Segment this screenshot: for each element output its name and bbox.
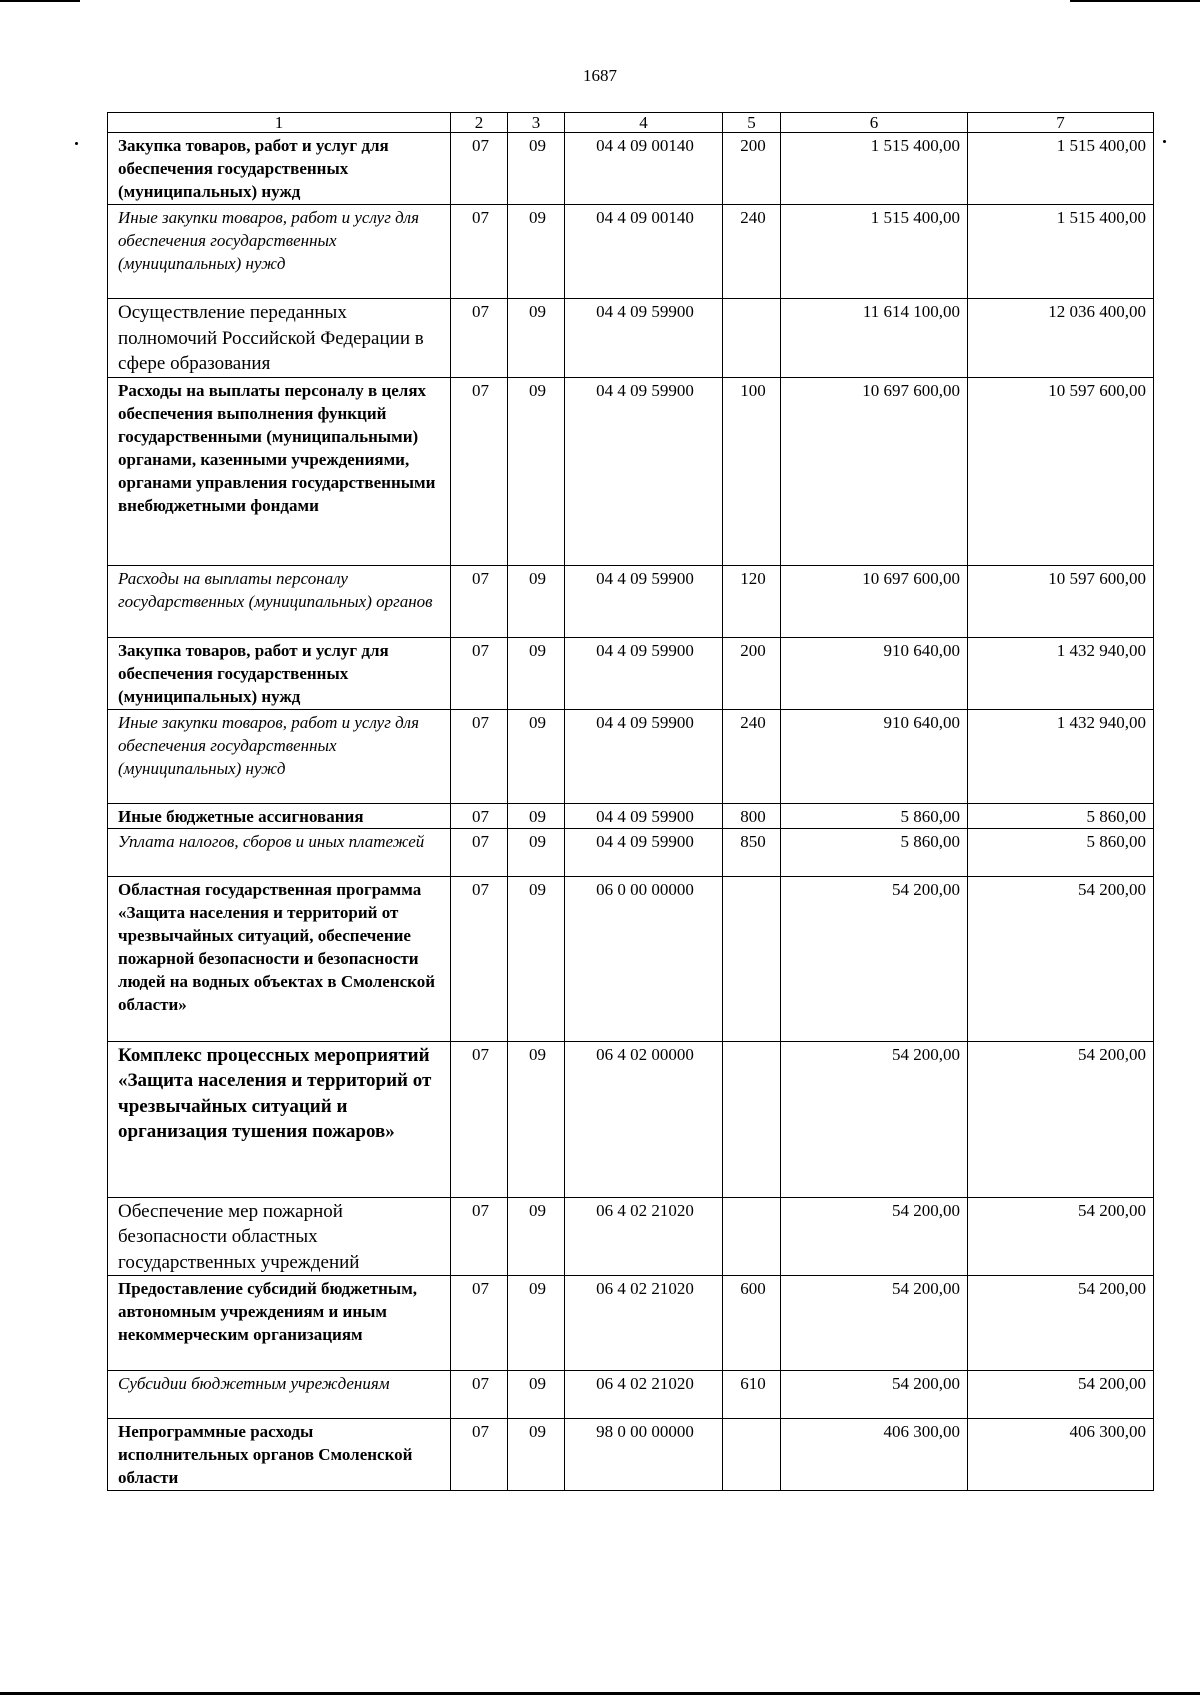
- row-description: Расходы на выплаты персоналу государственных (муниципальных) органов: [108, 565, 451, 637]
- table-row: [108, 828, 1154, 876]
- row-subsection-code: 09: [508, 1276, 565, 1371]
- row-target-article-code: 04 4 09 59900: [565, 377, 723, 565]
- row-description: Обеспечение мер пожарной безопасности областных государственных учреждений: [108, 1197, 451, 1276]
- row-subsection-code: 09: [508, 1371, 565, 1419]
- table-row: [108, 1041, 1154, 1197]
- table-row: [108, 876, 1154, 1041]
- row-description: Иные бюджетные ассигнования: [108, 803, 451, 828]
- header-col-1: 1: [108, 113, 451, 133]
- table-row: [108, 803, 1154, 828]
- header-col-3: 3: [508, 113, 565, 133]
- row-section-code: 07: [451, 565, 508, 637]
- row-amount-col6: 5 860,00: [781, 803, 968, 828]
- table-row: [108, 709, 1154, 803]
- row-section-code: 07: [451, 133, 508, 205]
- row-amount-col7: 10 597 600,00: [968, 565, 1154, 637]
- row-section-code: 07: [451, 828, 508, 876]
- table-row: [108, 299, 1154, 378]
- row-amount-col7: 54 200,00: [968, 1041, 1154, 1197]
- row-expense-type-code: 240: [723, 709, 781, 803]
- row-subsection-code: 09: [508, 133, 565, 205]
- table-row: [108, 133, 1154, 205]
- row-expense-type-code: [723, 1041, 781, 1197]
- row-description: Комплекс процессных мероприятий «Защита населения и территорий от чрезвычайных ситуаций и организация тушения пожаров»: [108, 1041, 451, 1197]
- row-section-code: 07: [451, 1041, 508, 1197]
- row-amount-col7: 5 860,00: [968, 828, 1154, 876]
- row-subsection-code: 09: [508, 637, 565, 709]
- row-description: Осуществление переданных полномочий Российской Федерации в сфере образования: [108, 299, 451, 378]
- row-expense-type-code: 120: [723, 565, 781, 637]
- row-section-code: 07: [451, 1197, 508, 1276]
- table-row: [108, 1419, 1154, 1491]
- row-description: Уплата налогов, сборов и иных платежей: [108, 828, 451, 876]
- row-amount-col7: 54 200,00: [968, 876, 1154, 1041]
- table-row: [108, 377, 1154, 565]
- row-description: Предоставление субсидий бюджетным, автономным учреждениям и иным некоммерческим организациям: [108, 1276, 451, 1371]
- row-section-code: 07: [451, 1276, 508, 1371]
- row-description: Областная государственная программа «Защита населения и территорий от чрезвычайных ситуаций, обеспечение пожарной безопасности и безопасности людей на водных объектах в Смоленской области»: [108, 876, 451, 1041]
- row-amount-col6: 10 697 600,00: [781, 377, 968, 565]
- table-row: [108, 1197, 1154, 1276]
- row-expense-type-code: 240: [723, 205, 781, 299]
- row-section-code: 07: [451, 205, 508, 299]
- row-amount-col6: 54 200,00: [781, 1276, 968, 1371]
- row-amount-col6: 54 200,00: [781, 1371, 968, 1419]
- row-description: Субсидии бюджетным учреждениям: [108, 1371, 451, 1419]
- row-expense-type-code: [723, 1197, 781, 1276]
- row-expense-type-code: 850: [723, 828, 781, 876]
- header-col-4: 4: [565, 113, 723, 133]
- row-expense-type-code: 610: [723, 1371, 781, 1419]
- row-description: Расходы на выплаты персоналу в целях обеспечения выполнения функций государственными (муниципальными) органами, казенными учреждениями, органами управления государственными внебюджетными фондами: [108, 377, 451, 565]
- row-amount-col6: 54 200,00: [781, 1041, 968, 1197]
- row-target-article-code: 06 4 02 21020: [565, 1197, 723, 1276]
- row-expense-type-code: [723, 1419, 781, 1491]
- row-amount-col7: 5 860,00: [968, 803, 1154, 828]
- header-col-2: 2: [451, 113, 508, 133]
- scan-speck: [1163, 140, 1166, 143]
- budget-table: [107, 112, 1154, 1491]
- row-expense-type-code: [723, 876, 781, 1041]
- row-subsection-code: 09: [508, 205, 565, 299]
- row-section-code: 07: [451, 1371, 508, 1419]
- row-expense-type-code: [723, 299, 781, 378]
- row-expense-type-code: 200: [723, 133, 781, 205]
- row-section-code: 07: [451, 709, 508, 803]
- row-target-article-code: 04 4 09 59900: [565, 709, 723, 803]
- row-expense-type-code: 800: [723, 803, 781, 828]
- row-section-code: 07: [451, 876, 508, 1041]
- row-expense-type-code: 100: [723, 377, 781, 565]
- row-target-article-code: 06 4 02 00000: [565, 1041, 723, 1197]
- row-amount-col7: 1 515 400,00: [968, 133, 1154, 205]
- row-amount-col7: 1 432 940,00: [968, 637, 1154, 709]
- header-col-6: 6: [781, 113, 968, 133]
- row-subsection-code: 09: [508, 1419, 565, 1491]
- row-amount-col7: 12 036 400,00: [968, 299, 1154, 378]
- row-target-article-code: 04 4 09 59900: [565, 828, 723, 876]
- row-subsection-code: 09: [508, 709, 565, 803]
- row-target-article-code: 06 4 02 21020: [565, 1276, 723, 1371]
- row-amount-col6: 406 300,00: [781, 1419, 968, 1491]
- table-row: [108, 1371, 1154, 1419]
- row-target-article-code: 06 0 00 00000: [565, 876, 723, 1041]
- row-section-code: 07: [451, 1419, 508, 1491]
- table-row: [108, 565, 1154, 637]
- row-subsection-code: 09: [508, 1197, 565, 1276]
- row-target-article-code: 04 4 09 59900: [565, 565, 723, 637]
- table-row: [108, 1276, 1154, 1371]
- row-target-article-code: 04 4 09 59900: [565, 803, 723, 828]
- row-amount-col6: 1 515 400,00: [781, 133, 968, 205]
- row-target-article-code: 04 4 09 59900: [565, 637, 723, 709]
- row-amount-col6: 910 640,00: [781, 637, 968, 709]
- row-subsection-code: 09: [508, 828, 565, 876]
- row-amount-col6: 54 200,00: [781, 876, 968, 1041]
- row-amount-col6: 11 614 100,00: [781, 299, 968, 378]
- page-number: 1687: [583, 66, 617, 85]
- row-subsection-code: 09: [508, 299, 565, 378]
- row-subsection-code: 09: [508, 1041, 565, 1197]
- row-amount-col6: 1 515 400,00: [781, 205, 968, 299]
- row-description: Закупка товаров, работ и услуг для обеспечения государственных (муниципальных) нужд: [108, 133, 451, 205]
- table-row: [108, 637, 1154, 709]
- row-description: Закупка товаров, работ и услуг для обеспечения государственных (муниципальных) нужд: [108, 637, 451, 709]
- scan-edge-bottom: [0, 1692, 1200, 1695]
- row-target-article-code: 04 4 09 00140: [565, 133, 723, 205]
- row-amount-col7: 54 200,00: [968, 1197, 1154, 1276]
- row-target-article-code: 04 4 09 00140: [565, 205, 723, 299]
- row-target-article-code: 04 4 09 59900: [565, 299, 723, 378]
- row-subsection-code: 09: [508, 803, 565, 828]
- row-amount-col6: 10 697 600,00: [781, 565, 968, 637]
- row-amount-col6: 54 200,00: [781, 1197, 968, 1276]
- row-amount-col6: 910 640,00: [781, 709, 968, 803]
- row-expense-type-code: 600: [723, 1276, 781, 1371]
- row-amount-col7: 1 432 940,00: [968, 709, 1154, 803]
- row-subsection-code: 09: [508, 377, 565, 565]
- row-target-article-code: 98 0 00 00000: [565, 1419, 723, 1491]
- row-description: Иные закупки товаров, работ и услуг для обеспечения государственных (муниципальных) нужд: [108, 205, 451, 299]
- row-subsection-code: 09: [508, 876, 565, 1041]
- row-expense-type-code: 200: [723, 637, 781, 709]
- row-amount-col7: 54 200,00: [968, 1371, 1154, 1419]
- row-section-code: 07: [451, 637, 508, 709]
- row-section-code: 07: [451, 377, 508, 565]
- row-section-code: 07: [451, 299, 508, 378]
- row-amount-col7: 406 300,00: [968, 1419, 1154, 1491]
- header-row: [108, 113, 1154, 133]
- header-col-5: 5: [723, 113, 781, 133]
- row-description: Иные закупки товаров, работ и услуг для обеспечения государственных (муниципальных) нужд: [108, 709, 451, 803]
- table-row: [108, 205, 1154, 299]
- row-section-code: 07: [451, 803, 508, 828]
- row-amount-col7: 1 515 400,00: [968, 205, 1154, 299]
- row-amount-col7: 54 200,00: [968, 1276, 1154, 1371]
- row-description: Непрограммные расходы исполнительных органов Смоленской области: [108, 1419, 451, 1491]
- row-target-article-code: 06 4 02 21020: [565, 1371, 723, 1419]
- row-amount-col6: 5 860,00: [781, 828, 968, 876]
- row-amount-col7: 10 597 600,00: [968, 377, 1154, 565]
- header-col-7: 7: [968, 113, 1154, 133]
- row-subsection-code: 09: [508, 565, 565, 637]
- scan-speck: [75, 142, 78, 145]
